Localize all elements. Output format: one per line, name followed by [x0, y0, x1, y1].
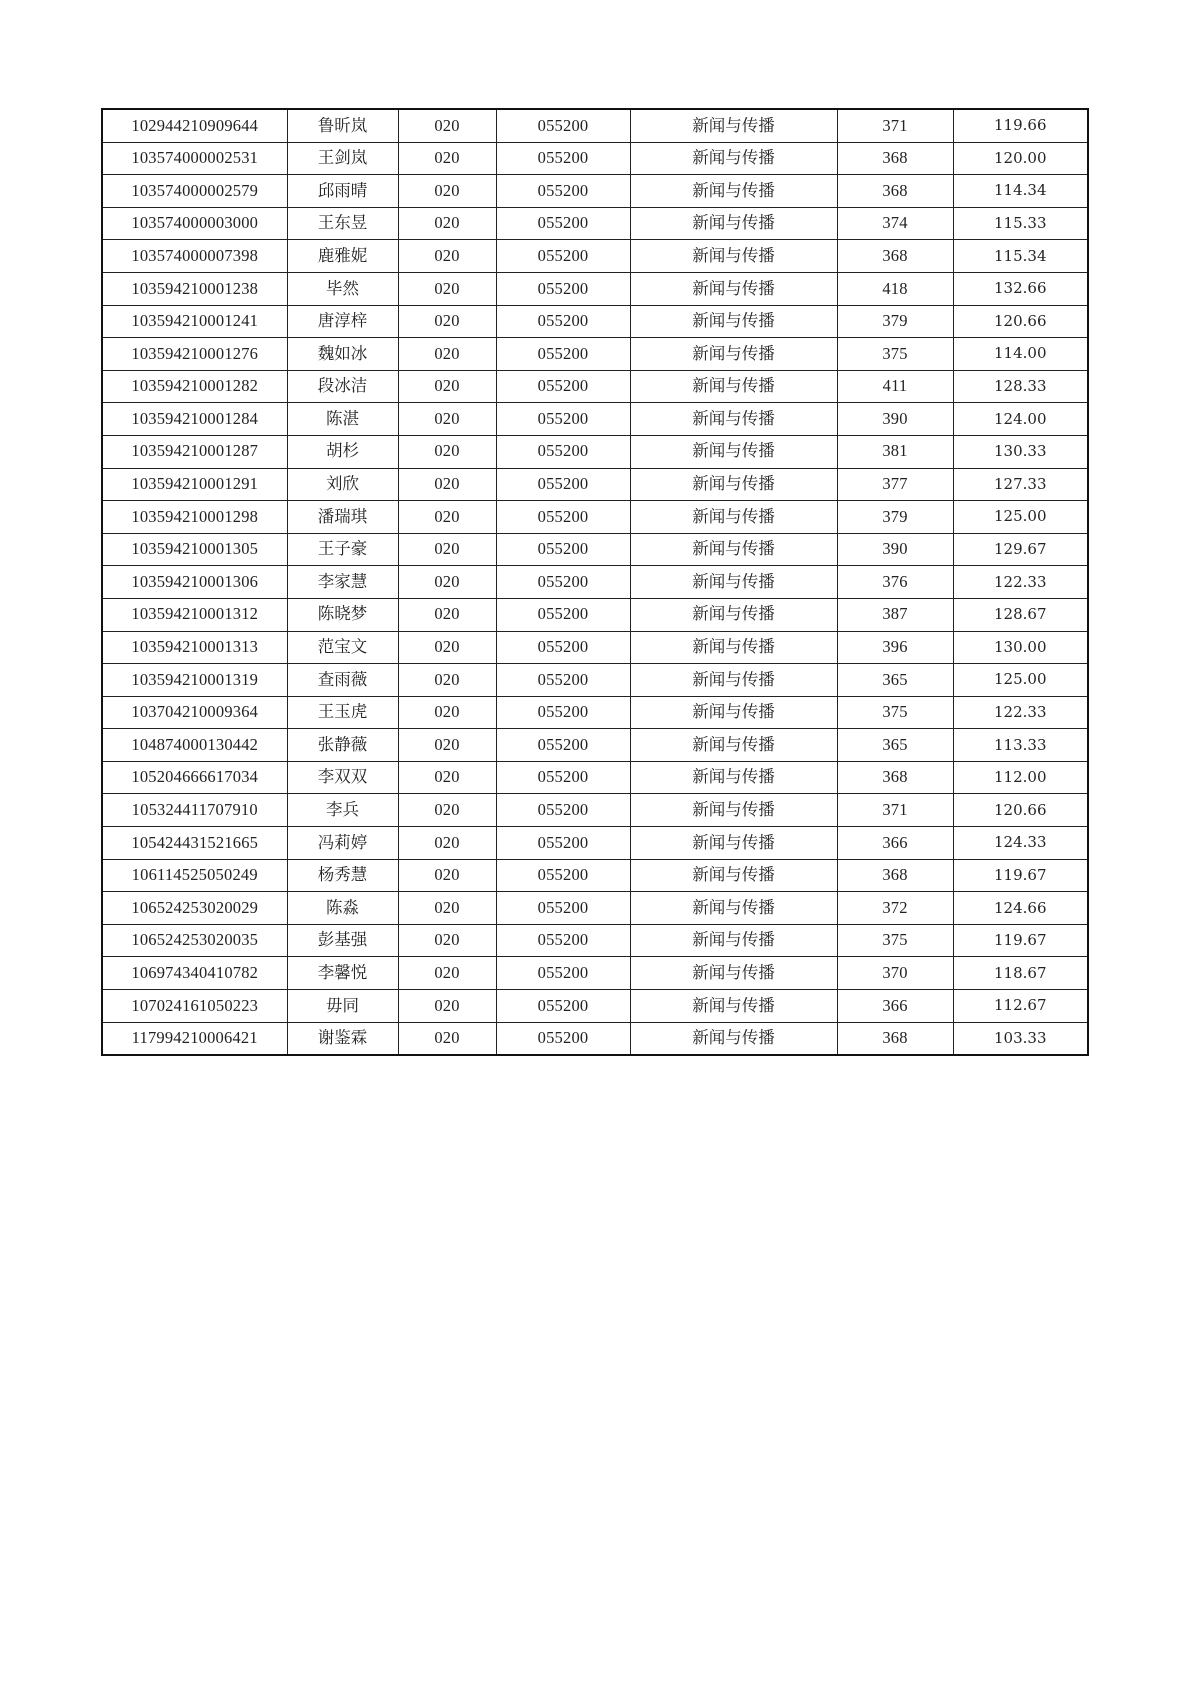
unit-code-cell: 020	[398, 305, 496, 338]
major-cell: 新闻与传播	[630, 794, 837, 827]
table-row	[102, 142, 1088, 175]
major-code-cell: 055200	[496, 892, 630, 925]
name-cell: 冯莉婷	[287, 827, 398, 860]
unit-code-cell: 020	[398, 207, 496, 240]
unit-code-cell: 020	[398, 468, 496, 501]
unit-code-cell: 020	[398, 403, 496, 436]
unit-code-cell: 020	[398, 109, 496, 142]
major-code-cell: 055200	[496, 240, 630, 273]
score-cell: 120.66	[953, 305, 1088, 338]
name-cell: 李兵	[287, 794, 398, 827]
score-cell: 119.67	[953, 859, 1088, 892]
major-code-cell: 055200	[496, 566, 630, 599]
name-cell: 胡杉	[287, 435, 398, 468]
name-cell: 陈晓梦	[287, 598, 398, 631]
unit-code-cell: 020	[398, 533, 496, 566]
major-cell: 新闻与传播	[630, 305, 837, 338]
exam-id-cell: 106524253020029	[102, 892, 287, 925]
score-cell: 128.67	[953, 598, 1088, 631]
score-cell: 112.67	[953, 990, 1088, 1023]
exam-id-cell: 104874000130442	[102, 729, 287, 762]
score-cell: 132.66	[953, 272, 1088, 305]
unit-code-cell: 020	[398, 240, 496, 273]
exam-id-cell: 105324411707910	[102, 794, 287, 827]
total-score-cell: 377	[837, 468, 953, 501]
score-cell: 122.33	[953, 566, 1088, 599]
score-cell: 124.33	[953, 827, 1088, 860]
total-score-cell: 381	[837, 435, 953, 468]
score-cell: 129.67	[953, 533, 1088, 566]
table-row	[102, 729, 1088, 762]
major-code-cell: 055200	[496, 990, 630, 1023]
exam-id-cell: 103594210001241	[102, 305, 287, 338]
major-code-cell: 055200	[496, 109, 630, 142]
unit-code-cell: 020	[398, 272, 496, 305]
total-score-cell: 379	[837, 501, 953, 534]
total-score-cell: 366	[837, 990, 953, 1023]
exam-id-cell: 103594210001282	[102, 370, 287, 403]
name-cell: 王东昱	[287, 207, 398, 240]
score-cell: 124.00	[953, 403, 1088, 436]
major-code-cell: 055200	[496, 142, 630, 175]
table-row	[102, 272, 1088, 305]
exam-id-cell: 105424431521665	[102, 827, 287, 860]
unit-code-cell: 020	[398, 370, 496, 403]
major-cell: 新闻与传播	[630, 664, 837, 697]
score-cell: 119.66	[953, 109, 1088, 142]
exam-id-cell: 103594210001291	[102, 468, 287, 501]
exam-id-cell: 103594210001284	[102, 403, 287, 436]
unit-code-cell: 020	[398, 501, 496, 534]
table-row	[102, 859, 1088, 892]
total-score-cell: 371	[837, 109, 953, 142]
name-cell: 王子豪	[287, 533, 398, 566]
name-cell: 李双双	[287, 761, 398, 794]
name-cell: 邱雨晴	[287, 175, 398, 208]
major-code-cell: 055200	[496, 729, 630, 762]
exam-id-cell: 103594210001287	[102, 435, 287, 468]
total-score-cell: 368	[837, 761, 953, 794]
table-row	[102, 761, 1088, 794]
table-row	[102, 175, 1088, 208]
unit-code-cell: 020	[398, 1022, 496, 1055]
major-cell: 新闻与传播	[630, 272, 837, 305]
name-cell: 陈湛	[287, 403, 398, 436]
unit-code-cell: 020	[398, 859, 496, 892]
table-row	[102, 501, 1088, 534]
exam-id-cell: 103574000002531	[102, 142, 287, 175]
name-cell: 鲁昕岚	[287, 109, 398, 142]
name-cell: 杨秀慧	[287, 859, 398, 892]
exam-id-cell: 103594210001313	[102, 631, 287, 664]
major-cell: 新闻与传播	[630, 827, 837, 860]
total-score-cell: 375	[837, 696, 953, 729]
name-cell: 刘欣	[287, 468, 398, 501]
table-row	[102, 990, 1088, 1023]
name-cell: 毋同	[287, 990, 398, 1023]
unit-code-cell: 020	[398, 729, 496, 762]
exam-id-cell: 103594210001306	[102, 566, 287, 599]
table-row	[102, 794, 1088, 827]
major-cell: 新闻与传播	[630, 240, 837, 273]
score-cell: 103.33	[953, 1022, 1088, 1055]
total-score-cell: 368	[837, 175, 953, 208]
name-cell: 彭基强	[287, 924, 398, 957]
major-cell: 新闻与传播	[630, 859, 837, 892]
table-row	[102, 924, 1088, 957]
score-cell: 125.00	[953, 501, 1088, 534]
score-cell: 122.33	[953, 696, 1088, 729]
major-cell: 新闻与传播	[630, 761, 837, 794]
major-cell: 新闻与传播	[630, 566, 837, 599]
major-code-cell: 055200	[496, 370, 630, 403]
major-cell: 新闻与传播	[630, 533, 837, 566]
total-score-cell: 390	[837, 533, 953, 566]
exam-id-cell: 103594210001298	[102, 501, 287, 534]
exam-id-cell: 106974340410782	[102, 957, 287, 990]
score-cell: 113.33	[953, 729, 1088, 762]
score-cell: 114.34	[953, 175, 1088, 208]
major-cell: 新闻与传播	[630, 1022, 837, 1055]
admission-results-table	[101, 108, 1089, 1056]
total-score-cell: 375	[837, 924, 953, 957]
name-cell: 鹿雅妮	[287, 240, 398, 273]
score-cell: 120.66	[953, 794, 1088, 827]
major-cell: 新闻与传播	[630, 175, 837, 208]
major-code-cell: 055200	[496, 1022, 630, 1055]
major-code-cell: 055200	[496, 696, 630, 729]
exam-id-cell: 105204666617034	[102, 761, 287, 794]
total-score-cell: 379	[837, 305, 953, 338]
score-cell: 115.34	[953, 240, 1088, 273]
name-cell: 魏如冰	[287, 338, 398, 371]
major-cell: 新闻与传播	[630, 631, 837, 664]
total-score-cell: 371	[837, 794, 953, 827]
exam-id-cell: 103574000007398	[102, 240, 287, 273]
total-score-cell: 396	[837, 631, 953, 664]
exam-id-cell: 103594210001319	[102, 664, 287, 697]
score-cell: 118.67	[953, 957, 1088, 990]
exam-id-cell: 103704210009364	[102, 696, 287, 729]
major-code-cell: 055200	[496, 468, 630, 501]
total-score-cell: 390	[837, 403, 953, 436]
unit-code-cell: 020	[398, 990, 496, 1023]
table-row	[102, 207, 1088, 240]
name-cell: 李家慧	[287, 566, 398, 599]
major-code-cell: 055200	[496, 338, 630, 371]
exam-id-cell: 106114525050249	[102, 859, 287, 892]
major-cell: 新闻与传播	[630, 109, 837, 142]
major-code-cell: 055200	[496, 664, 630, 697]
major-cell: 新闻与传播	[630, 435, 837, 468]
name-cell: 王玉虎	[287, 696, 398, 729]
name-cell: 王剑岚	[287, 142, 398, 175]
major-code-cell: 055200	[496, 631, 630, 664]
name-cell: 陈淼	[287, 892, 398, 925]
unit-code-cell: 020	[398, 924, 496, 957]
unit-code-cell: 020	[398, 598, 496, 631]
total-score-cell: 365	[837, 664, 953, 697]
total-score-cell: 374	[837, 207, 953, 240]
table-row	[102, 664, 1088, 697]
score-cell: 128.33	[953, 370, 1088, 403]
total-score-cell: 368	[837, 1022, 953, 1055]
major-code-cell: 055200	[496, 403, 630, 436]
total-score-cell: 411	[837, 370, 953, 403]
table-row	[102, 957, 1088, 990]
score-cell: 124.66	[953, 892, 1088, 925]
major-cell: 新闻与传播	[630, 142, 837, 175]
exam-id-cell: 103594210001312	[102, 598, 287, 631]
unit-code-cell: 020	[398, 761, 496, 794]
total-score-cell: 368	[837, 142, 953, 175]
major-code-cell: 055200	[496, 207, 630, 240]
score-cell: 120.00	[953, 142, 1088, 175]
major-cell: 新闻与传播	[630, 729, 837, 762]
major-cell: 新闻与传播	[630, 403, 837, 436]
score-cell: 115.33	[953, 207, 1088, 240]
table-row	[102, 696, 1088, 729]
exam-id-cell: 117994210006421	[102, 1022, 287, 1055]
unit-code-cell: 020	[398, 435, 496, 468]
table-row	[102, 533, 1088, 566]
table-row	[102, 305, 1088, 338]
name-cell: 唐淳梓	[287, 305, 398, 338]
major-code-cell: 055200	[496, 305, 630, 338]
major-cell: 新闻与传播	[630, 370, 837, 403]
score-cell: 130.00	[953, 631, 1088, 664]
total-score-cell: 372	[837, 892, 953, 925]
major-cell: 新闻与传播	[630, 501, 837, 534]
name-cell: 潘瑞琪	[287, 501, 398, 534]
exam-id-cell: 103594210001305	[102, 533, 287, 566]
table-row	[102, 598, 1088, 631]
total-score-cell: 387	[837, 598, 953, 631]
table-row	[102, 338, 1088, 371]
total-score-cell: 376	[837, 566, 953, 599]
table-row	[102, 435, 1088, 468]
major-cell: 新闻与传播	[630, 990, 837, 1023]
score-cell: 114.00	[953, 338, 1088, 371]
score-cell: 119.67	[953, 924, 1088, 957]
table-row	[102, 370, 1088, 403]
table-body	[102, 109, 1088, 1055]
unit-code-cell: 020	[398, 175, 496, 208]
major-code-cell: 055200	[496, 598, 630, 631]
unit-code-cell: 020	[398, 664, 496, 697]
table-row	[102, 109, 1088, 142]
unit-code-cell: 020	[398, 827, 496, 860]
exam-id-cell: 102944210909644	[102, 109, 287, 142]
table-row	[102, 566, 1088, 599]
major-code-cell: 055200	[496, 761, 630, 794]
unit-code-cell: 020	[398, 338, 496, 371]
exam-id-cell: 103594210001276	[102, 338, 287, 371]
major-code-cell: 055200	[496, 272, 630, 305]
major-code-cell: 055200	[496, 957, 630, 990]
major-cell: 新闻与传播	[630, 696, 837, 729]
name-cell: 李馨悦	[287, 957, 398, 990]
major-cell: 新闻与传播	[630, 924, 837, 957]
table-row	[102, 403, 1088, 436]
total-score-cell: 370	[837, 957, 953, 990]
score-cell: 127.33	[953, 468, 1088, 501]
major-cell: 新闻与传播	[630, 207, 837, 240]
score-cell: 112.00	[953, 761, 1088, 794]
major-code-cell: 055200	[496, 533, 630, 566]
total-score-cell: 368	[837, 859, 953, 892]
major-code-cell: 055200	[496, 794, 630, 827]
major-cell: 新闻与传播	[630, 338, 837, 371]
exam-id-cell: 103594210001238	[102, 272, 287, 305]
score-cell: 130.33	[953, 435, 1088, 468]
unit-code-cell: 020	[398, 957, 496, 990]
major-code-cell: 055200	[496, 924, 630, 957]
total-score-cell: 368	[837, 240, 953, 273]
exam-id-cell: 103574000003000	[102, 207, 287, 240]
table-row	[102, 892, 1088, 925]
exam-id-cell: 107024161050223	[102, 990, 287, 1023]
score-cell: 125.00	[953, 664, 1088, 697]
exam-id-cell: 103574000002579	[102, 175, 287, 208]
exam-id-cell: 106524253020035	[102, 924, 287, 957]
table-row	[102, 1022, 1088, 1055]
major-cell: 新闻与传播	[630, 468, 837, 501]
major-code-cell: 055200	[496, 435, 630, 468]
unit-code-cell: 020	[398, 566, 496, 599]
total-score-cell: 418	[837, 272, 953, 305]
major-cell: 新闻与传播	[630, 598, 837, 631]
major-code-cell: 055200	[496, 501, 630, 534]
major-cell: 新闻与传播	[630, 957, 837, 990]
name-cell: 范宝文	[287, 631, 398, 664]
major-code-cell: 055200	[496, 827, 630, 860]
name-cell: 查雨薇	[287, 664, 398, 697]
table-row	[102, 468, 1088, 501]
table-row	[102, 240, 1088, 273]
major-code-cell: 055200	[496, 175, 630, 208]
unit-code-cell: 020	[398, 794, 496, 827]
total-score-cell: 365	[837, 729, 953, 762]
major-code-cell: 055200	[496, 859, 630, 892]
unit-code-cell: 020	[398, 631, 496, 664]
name-cell: 张静薇	[287, 729, 398, 762]
name-cell: 段冰洁	[287, 370, 398, 403]
table-row	[102, 631, 1088, 664]
major-cell: 新闻与传播	[630, 892, 837, 925]
unit-code-cell: 020	[398, 696, 496, 729]
total-score-cell: 366	[837, 827, 953, 860]
table-row	[102, 827, 1088, 860]
unit-code-cell: 020	[398, 892, 496, 925]
name-cell: 谢鉴霖	[287, 1022, 398, 1055]
unit-code-cell: 020	[398, 142, 496, 175]
name-cell: 毕然	[287, 272, 398, 305]
total-score-cell: 375	[837, 338, 953, 371]
